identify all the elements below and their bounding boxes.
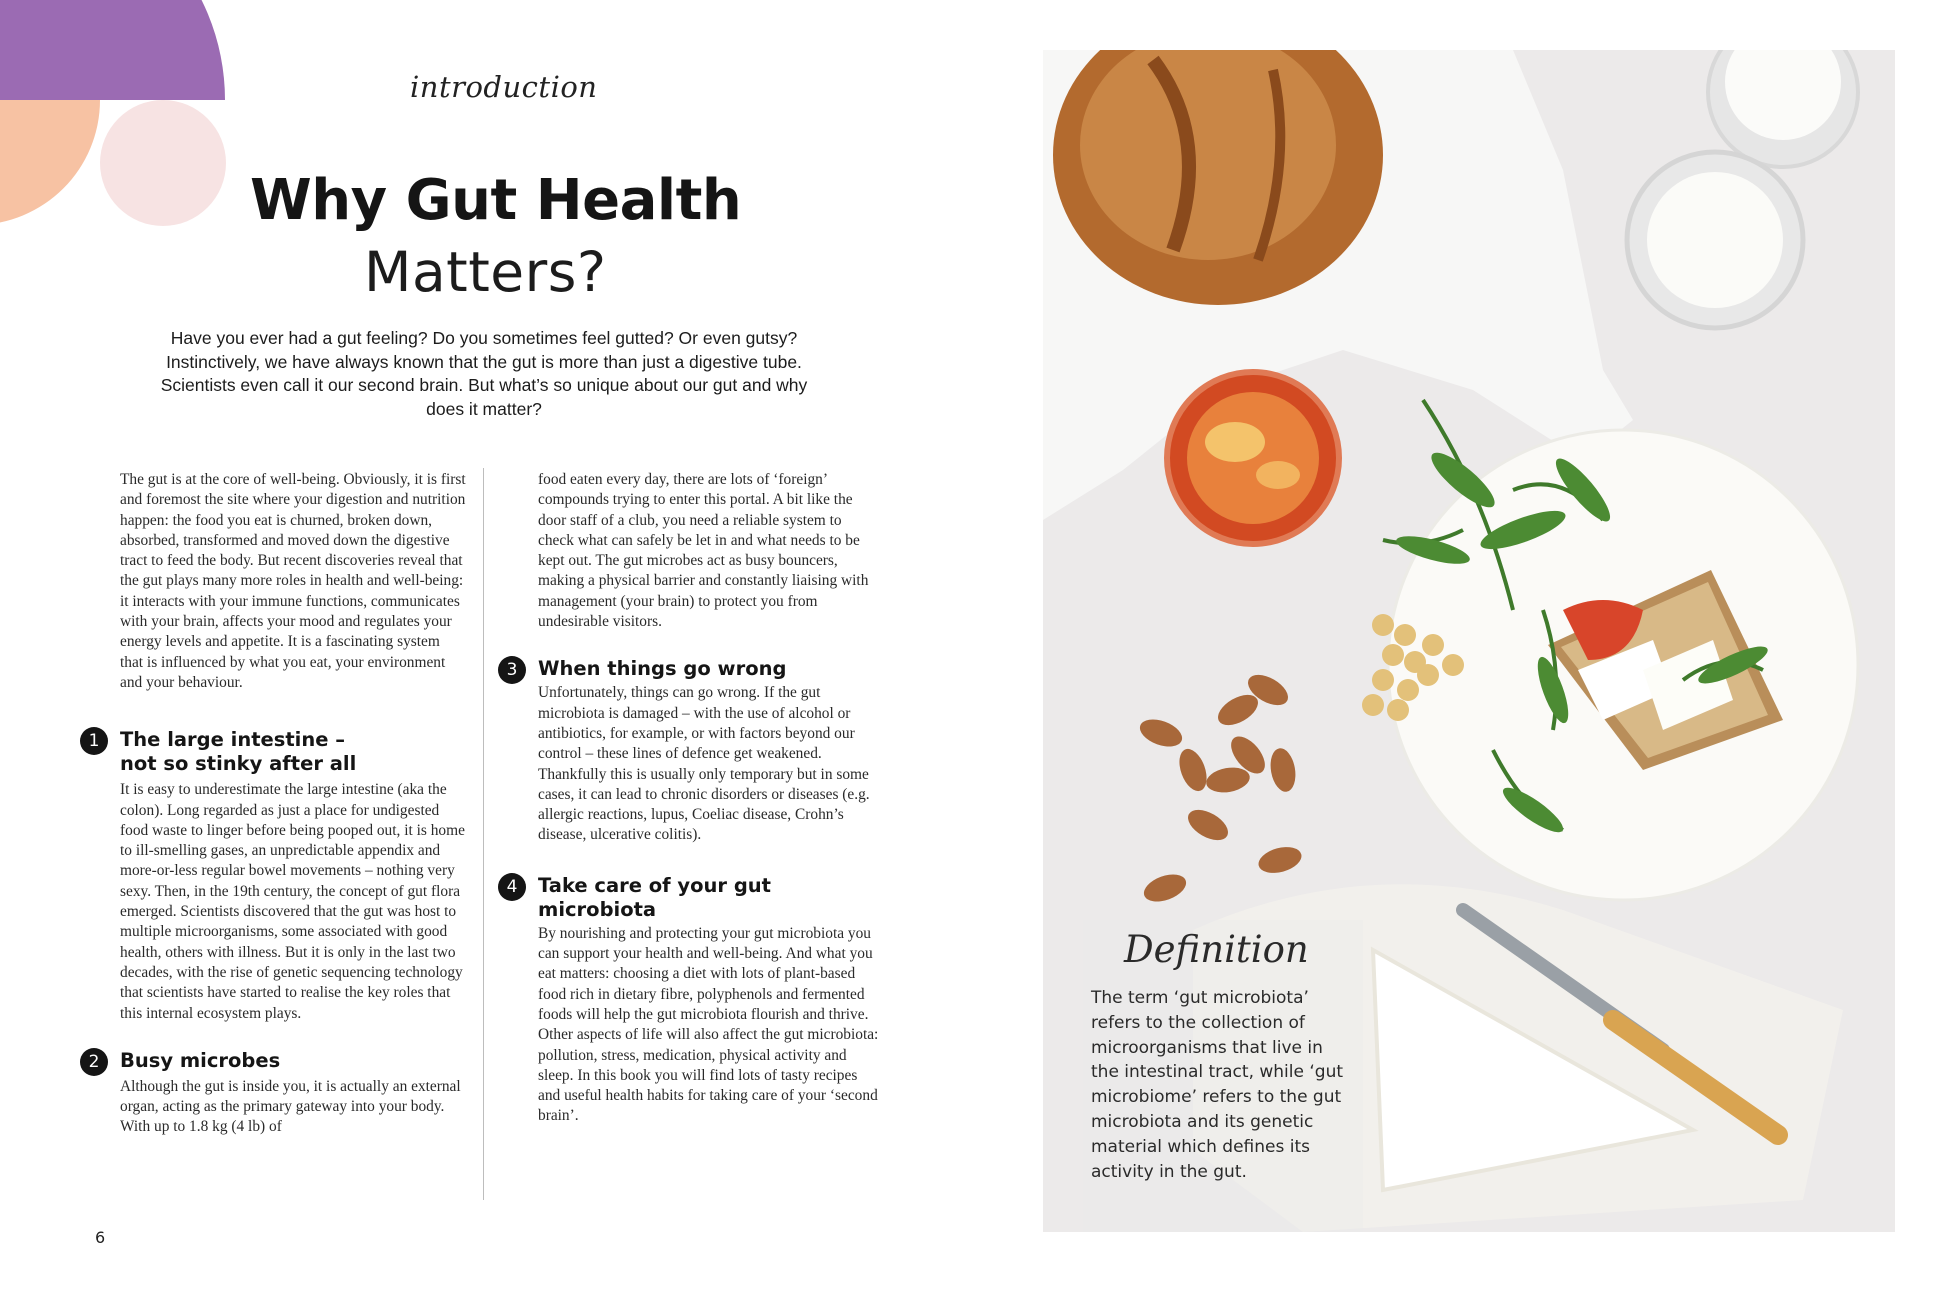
- continuation-paragraph: food eaten every day, there are lots of ‘foreign’ compounds trying to enter this portal. A bit like the door staff of a club, you need a reliable system to check what can safely be let in and what needs to be kept out. The gut microbes act as busy bouncers, making a physical barrier and constantly liaising with management (your brain) to protect you from undesirable visitors.: [538, 471, 869, 631]
- decorative-circle-pink: [100, 100, 226, 226]
- almonds: [1136, 669, 1304, 907]
- page-title-line1: Why Gut Health: [250, 168, 742, 233]
- section-heading: Take care of your gut microbiota: [538, 873, 771, 921]
- section-heading: When things go wrong: [538, 657, 787, 681]
- section-text: Although the gut is inside you, it is actually an external organ, acting as the primary gateway into your body. With up to 1.8 kg (4 lb) of: [120, 1077, 461, 1136]
- decorative-quarter-peach: [0, 100, 100, 225]
- section-1: [88, 728, 466, 1024]
- section-text: It is easy to underestimate the large intestine (aka the colon). Long regarded as just a place for undigested food waste to linger before being pooped out, it is home to ill-smelling gases, an unpredictable appendix and more-or-less regular bowel movements – nothing very sexy. Then, in the 19th century, the concept of gut flora emerged. Scientists discovered that the gut was host to multiple microorganisms, some associated with good health, others with illness. But it is only in the last two decades, with the rise of genetic sequencing technology that scientists have started to realise the key roles that this internal ecosystem plays.: [120, 781, 465, 1022]
- opening-paragraph: The gut is at the core of well-being. Obviously, it is first and foremost the site where your digestion and nutrition happen: the food you eat is churned, broken down, absorbed, transformed and moved down the digestive tract to feed the body. But recent discoveries reveal that the gut plays many more roles in health and well-being: it interacts with your immune functions, communicates with your brain, affects your mood and regulates your energy levels and appetite. It is a fascinating system that is influenced by what you eat, your environment and your behaviour.: [120, 471, 466, 691]
- definition-title: Definition: [1124, 928, 1309, 971]
- section-number-badge: 3: [498, 656, 526, 684]
- section-text: Unfortunately, things can go wrong. If the gut microbiota is damaged – with the use of alcohol or antibiotics, for example, or with factors beyond our control – these lines of defence get weakened. Thankfully this is usually only temporary but in some cases, it can lead to chronic disorders or diseases (e.g. allergic reactions, lupus, Coeliac disease, Crohn’s disease, ulcerative colitis).: [538, 684, 870, 844]
- column-divider: [483, 468, 484, 1200]
- left-column: [88, 470, 466, 1138]
- page-number: 6: [95, 1228, 106, 1247]
- section-text: By nourishing and protecting your gut microbiota you can support your health and well-being. And what you eat matters: choosing a diet with lots of plant-based food rich in dietary fibre, polyphenols and fermented foods will help the gut microbiota flourish and thrive. Other aspects of life will also affect the gut microbiota: pollution, stress, medication, physical activity and sleep. In this book you will find lots of tasty recipes and useful health habits for taking care of your ‘second brain’.: [538, 924, 879, 1125]
- section-heading: Busy microbes: [120, 1048, 281, 1072]
- section-4: [506, 873, 880, 1127]
- decorative-quarter-purple: [0, 0, 225, 100]
- milk-surface: [1647, 172, 1783, 308]
- kimchi-cabbage: [1205, 422, 1265, 462]
- section-3: [506, 657, 880, 845]
- section-2: [88, 1048, 466, 1138]
- section-number-badge: 1: [80, 727, 108, 755]
- section-number-badge: 2: [80, 1048, 108, 1076]
- definition-text: The term ‘gut microbiota’ refers to the collection of microorganisms that live in the intestinal tract, while ‘gut microbiome’ refers to the gut microbiota and its genetic material which defines its activity in the gut.: [1091, 988, 1344, 1182]
- intro-paragraph: Have you ever had a gut feeling? Do you sometimes feel gutted? Or even gutsy? Instinctively, we have always known that the gut is more than just a digestive tube. Scientists even call it our second brain. But what’s so unique about our gut and why does it matter?: [160, 328, 808, 419]
- section-kicker: introduction: [410, 70, 598, 104]
- kimchi-cabbage: [1256, 461, 1300, 489]
- section-heading: The large intestine – not so stinky after all: [120, 728, 357, 776]
- right-column: [506, 470, 880, 1127]
- section-number-badge: 4: [498, 873, 526, 901]
- page-title-line2: Matters?: [364, 240, 607, 304]
